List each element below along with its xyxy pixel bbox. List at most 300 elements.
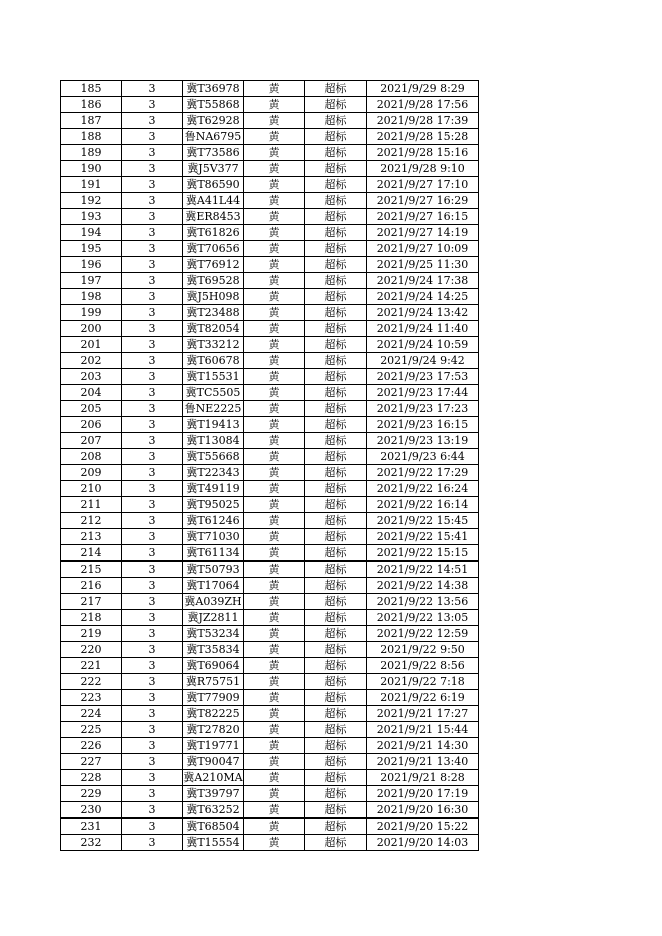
plate-color-cell: 黄	[244, 113, 305, 129]
row-number-cell: 201	[61, 337, 122, 353]
row-number-cell: 218	[61, 610, 122, 626]
plate-color-cell: 黄	[244, 465, 305, 481]
plate-color-cell: 黄	[244, 225, 305, 241]
table-row	[61, 129, 479, 145]
plate-number-cell: 冀T69064	[183, 658, 244, 674]
table-row	[61, 289, 479, 305]
plate-color-cell: 黄	[244, 401, 305, 417]
plate-number-cell: 冀T36978	[183, 81, 244, 97]
plate-color-cell: 黄	[244, 770, 305, 786]
table-row	[61, 401, 479, 417]
plate-color-cell: 黄	[244, 626, 305, 642]
row-number-cell: 211	[61, 497, 122, 513]
status-cell: 超标	[305, 786, 367, 802]
status-cell: 超标	[305, 209, 367, 225]
table-row	[61, 497, 479, 513]
table-row	[61, 529, 479, 545]
row-number-cell: 200	[61, 321, 122, 337]
status-cell: 超标	[305, 722, 367, 738]
table-row	[61, 658, 479, 674]
plate-color-cell: 黄	[244, 145, 305, 161]
row-number-cell: 205	[61, 401, 122, 417]
plate-number-cell: 冀ER8453	[183, 209, 244, 225]
count-cell: 3	[122, 257, 183, 273]
table-row	[61, 321, 479, 337]
plate-number-cell: 冀T77909	[183, 690, 244, 706]
plate-number-cell: 冀T55668	[183, 449, 244, 465]
row-number-cell: 222	[61, 674, 122, 690]
datetime-cell: 2021/9/23 17:44	[367, 385, 479, 401]
count-cell: 3	[122, 289, 183, 305]
table-row	[61, 193, 479, 209]
table-row	[61, 465, 479, 481]
table-row	[61, 257, 479, 273]
table-row	[61, 674, 479, 690]
plate-number-cell: 冀T73586	[183, 145, 244, 161]
status-cell: 超标	[305, 690, 367, 706]
count-cell: 3	[122, 497, 183, 513]
count-cell: 3	[122, 802, 183, 819]
status-cell: 超标	[305, 321, 367, 337]
datetime-cell: 2021/9/20 15:22	[367, 818, 479, 835]
table-row	[61, 818, 479, 835]
row-number-cell: 199	[61, 305, 122, 321]
plate-color-cell: 黄	[244, 690, 305, 706]
row-number-cell: 208	[61, 449, 122, 465]
datetime-cell: 2021/9/29 8:29	[367, 81, 479, 97]
datetime-cell: 2021/9/23 17:53	[367, 369, 479, 385]
table-row	[61, 369, 479, 385]
table-row	[61, 738, 479, 754]
plate-color-cell: 黄	[244, 835, 305, 851]
plate-color-cell: 黄	[244, 353, 305, 369]
count-cell: 3	[122, 97, 183, 113]
plate-number-cell: 冀T60678	[183, 353, 244, 369]
status-cell: 超标	[305, 674, 367, 690]
status-cell: 超标	[305, 513, 367, 529]
table-row	[61, 241, 479, 257]
count-cell: 3	[122, 225, 183, 241]
plate-color-cell: 黄	[244, 193, 305, 209]
status-cell: 超标	[305, 241, 367, 257]
status-cell: 超标	[305, 658, 367, 674]
plate-number-cell: 冀T27820	[183, 722, 244, 738]
table-row	[61, 449, 479, 465]
plate-color-cell: 黄	[244, 497, 305, 513]
table-row	[61, 113, 479, 129]
plate-number-cell: 冀T76912	[183, 257, 244, 273]
count-cell: 3	[122, 561, 183, 578]
plate-color-cell: 黄	[244, 481, 305, 497]
status-cell: 超标	[305, 449, 367, 465]
plate-number-cell: 冀T82225	[183, 706, 244, 722]
row-number-cell: 197	[61, 273, 122, 289]
datetime-cell: 2021/9/23 6:44	[367, 449, 479, 465]
datetime-cell: 2021/9/22 7:18	[367, 674, 479, 690]
status-cell: 超标	[305, 497, 367, 513]
datetime-cell: 2021/9/21 8:28	[367, 770, 479, 786]
status-cell: 超标	[305, 561, 367, 578]
table-row	[61, 337, 479, 353]
table-row	[61, 385, 479, 401]
table-row	[61, 578, 479, 594]
status-cell: 超标	[305, 433, 367, 449]
row-number-cell: 212	[61, 513, 122, 529]
status-cell: 超标	[305, 161, 367, 177]
table-row	[61, 754, 479, 770]
plate-number-cell: 冀T33212	[183, 337, 244, 353]
row-number-cell: 219	[61, 626, 122, 642]
datetime-cell: 2021/9/27 10:09	[367, 241, 479, 257]
row-number-cell: 202	[61, 353, 122, 369]
plate-number-cell: 冀T71030	[183, 529, 244, 545]
count-cell: 3	[122, 449, 183, 465]
row-number-cell: 193	[61, 209, 122, 225]
plate-number-cell: 冀T39797	[183, 786, 244, 802]
datetime-cell: 2021/9/22 15:45	[367, 513, 479, 529]
status-cell: 超标	[305, 81, 367, 97]
count-cell: 3	[122, 177, 183, 193]
table-row	[61, 610, 479, 626]
table-row	[61, 305, 479, 321]
table-row	[61, 786, 479, 802]
plate-color-cell: 黄	[244, 241, 305, 257]
plate-color-cell: 黄	[244, 610, 305, 626]
count-cell: 3	[122, 81, 183, 97]
table-row	[61, 145, 479, 161]
row-number-cell: 194	[61, 225, 122, 241]
count-cell: 3	[122, 113, 183, 129]
plate-number-cell: 冀T53234	[183, 626, 244, 642]
plate-color-cell: 黄	[244, 545, 305, 562]
plate-number-cell: 冀T68504	[183, 818, 244, 835]
plate-number-cell: 冀T15531	[183, 369, 244, 385]
data-table	[60, 80, 479, 851]
plate-number-cell: 冀TC5505	[183, 385, 244, 401]
row-number-cell: 229	[61, 786, 122, 802]
datetime-cell: 2021/9/27 17:10	[367, 177, 479, 193]
datetime-cell: 2021/9/22 16:24	[367, 481, 479, 497]
datetime-cell: 2021/9/22 17:29	[367, 465, 479, 481]
plate-color-cell: 黄	[244, 81, 305, 97]
table-row	[61, 513, 479, 529]
table-row	[61, 770, 479, 786]
count-cell: 3	[122, 209, 183, 225]
count-cell: 3	[122, 321, 183, 337]
row-number-cell: 221	[61, 658, 122, 674]
datetime-cell: 2021/9/24 9:42	[367, 353, 479, 369]
plate-color-cell: 黄	[244, 129, 305, 145]
plate-number-cell: 冀T49119	[183, 481, 244, 497]
status-cell: 超标	[305, 369, 367, 385]
status-cell: 超标	[305, 545, 367, 562]
plate-number-cell: 冀J5H098	[183, 289, 244, 305]
count-cell: 3	[122, 770, 183, 786]
plate-number-cell: 冀T86590	[183, 177, 244, 193]
status-cell: 超标	[305, 610, 367, 626]
datetime-cell: 2021/9/25 11:30	[367, 257, 479, 273]
datetime-cell: 2021/9/22 15:41	[367, 529, 479, 545]
datetime-cell: 2021/9/22 8:56	[367, 658, 479, 674]
datetime-cell: 2021/9/27 14:19	[367, 225, 479, 241]
plate-number-cell: 冀T62928	[183, 113, 244, 129]
plate-color-cell: 黄	[244, 818, 305, 835]
row-number-cell: 196	[61, 257, 122, 273]
status-cell: 超标	[305, 802, 367, 819]
count-cell: 3	[122, 738, 183, 754]
plate-number-cell: 冀T22343	[183, 465, 244, 481]
count-cell: 3	[122, 529, 183, 545]
table-row	[61, 353, 479, 369]
status-cell: 超标	[305, 770, 367, 786]
row-number-cell: 213	[61, 529, 122, 545]
count-cell: 3	[122, 706, 183, 722]
count-cell: 3	[122, 642, 183, 658]
table-row	[61, 177, 479, 193]
plate-number-cell: 冀T95025	[183, 497, 244, 513]
table-row	[61, 97, 479, 113]
table-row	[61, 209, 479, 225]
count-cell: 3	[122, 754, 183, 770]
plate-number-cell: 冀T19413	[183, 417, 244, 433]
datetime-cell: 2021/9/22 6:19	[367, 690, 479, 706]
row-number-cell: 227	[61, 754, 122, 770]
count-cell: 3	[122, 465, 183, 481]
count-cell: 3	[122, 337, 183, 353]
count-cell: 3	[122, 273, 183, 289]
count-cell: 3	[122, 513, 183, 529]
datetime-cell: 2021/9/22 14:38	[367, 578, 479, 594]
status-cell: 超标	[305, 113, 367, 129]
plate-color-cell: 黄	[244, 369, 305, 385]
table-row	[61, 626, 479, 642]
datetime-cell: 2021/9/21 13:40	[367, 754, 479, 770]
datetime-cell: 2021/9/28 17:39	[367, 113, 479, 129]
plate-color-cell: 黄	[244, 161, 305, 177]
table-row	[61, 561, 479, 578]
plate-color-cell: 黄	[244, 417, 305, 433]
datetime-cell: 2021/9/20 14:03	[367, 835, 479, 851]
plate-number-cell: 冀T19771	[183, 738, 244, 754]
row-number-cell: 228	[61, 770, 122, 786]
row-number-cell: 226	[61, 738, 122, 754]
table-row	[61, 690, 479, 706]
datetime-cell: 2021/9/23 16:15	[367, 417, 479, 433]
plate-color-cell: 黄	[244, 786, 305, 802]
table-row	[61, 81, 479, 97]
plate-number-cell: 冀T35834	[183, 642, 244, 658]
row-number-cell: 192	[61, 193, 122, 209]
plate-number-cell: 鲁NA6795	[183, 129, 244, 145]
table-row	[61, 481, 479, 497]
plate-number-cell: 冀T17064	[183, 578, 244, 594]
row-number-cell: 188	[61, 129, 122, 145]
datetime-cell: 2021/9/28 17:56	[367, 97, 479, 113]
row-number-cell: 210	[61, 481, 122, 497]
plate-color-cell: 黄	[244, 754, 305, 770]
status-cell: 超标	[305, 642, 367, 658]
table-row	[61, 225, 479, 241]
status-cell: 超标	[305, 401, 367, 417]
plate-number-cell: 冀JZ2811	[183, 610, 244, 626]
table-row	[61, 433, 479, 449]
status-cell: 超标	[305, 754, 367, 770]
count-cell: 3	[122, 674, 183, 690]
status-cell: 超标	[305, 465, 367, 481]
row-number-cell: 203	[61, 369, 122, 385]
plate-color-cell: 黄	[244, 642, 305, 658]
plate-number-cell: 冀R75751	[183, 674, 244, 690]
count-cell: 3	[122, 786, 183, 802]
count-cell: 3	[122, 594, 183, 610]
plate-number-cell: 鲁NE2225	[183, 401, 244, 417]
count-cell: 3	[122, 129, 183, 145]
count-cell: 3	[122, 626, 183, 642]
table-row	[61, 722, 479, 738]
plate-color-cell: 黄	[244, 257, 305, 273]
row-number-cell: 207	[61, 433, 122, 449]
plate-color-cell: 黄	[244, 674, 305, 690]
count-cell: 3	[122, 305, 183, 321]
plate-color-cell: 黄	[244, 722, 305, 738]
plate-number-cell: 冀T63252	[183, 802, 244, 819]
plate-color-cell: 黄	[244, 177, 305, 193]
plate-number-cell: 冀T70656	[183, 241, 244, 257]
plate-number-cell: 冀A210MA	[183, 771, 243, 784]
status-cell: 超标	[305, 578, 367, 594]
datetime-cell: 2021/9/24 10:59	[367, 337, 479, 353]
count-cell: 3	[122, 481, 183, 497]
plate-number-cell: 冀T61826	[183, 225, 244, 241]
status-cell: 超标	[305, 353, 367, 369]
status-cell: 超标	[305, 706, 367, 722]
row-number-cell: 224	[61, 706, 122, 722]
datetime-cell: 2021/9/22 13:56	[367, 594, 479, 610]
plate-number-cell: 冀T61134	[183, 545, 244, 562]
table-row	[61, 417, 479, 433]
status-cell: 超标	[305, 337, 367, 353]
datetime-cell: 2021/9/24 14:25	[367, 289, 479, 305]
status-cell: 超标	[305, 257, 367, 273]
status-cell: 超标	[305, 481, 367, 497]
status-cell: 超标	[305, 193, 367, 209]
plate-number-cell: 冀T69528	[183, 273, 244, 289]
row-number-cell: 185	[61, 81, 122, 97]
status-cell: 超标	[305, 417, 367, 433]
row-number-cell: 204	[61, 385, 122, 401]
plate-color-cell: 黄	[244, 433, 305, 449]
plate-number-cell: 冀T55868	[183, 97, 244, 113]
status-cell: 超标	[305, 145, 367, 161]
datetime-cell: 2021/9/27 16:15	[367, 209, 479, 225]
plate-color-cell: 黄	[244, 706, 305, 722]
row-number-cell: 231	[61, 818, 122, 835]
datetime-cell: 2021/9/24 17:38	[367, 273, 479, 289]
datetime-cell: 2021/9/22 15:15	[367, 545, 479, 562]
row-number-cell: 216	[61, 578, 122, 594]
row-number-cell: 215	[61, 561, 122, 578]
datetime-cell: 2021/9/22 9:50	[367, 642, 479, 658]
datetime-cell: 2021/9/27 16:29	[367, 193, 479, 209]
plate-number-cell: 冀T90047	[183, 754, 244, 770]
datetime-cell: 2021/9/21 14:30	[367, 738, 479, 754]
count-cell: 3	[122, 578, 183, 594]
status-cell: 超标	[305, 129, 367, 145]
plate-color-cell: 黄	[244, 802, 305, 819]
datetime-cell: 2021/9/22 14:51	[367, 561, 479, 578]
status-cell: 超标	[305, 594, 367, 610]
datetime-cell: 2021/9/21 17:27	[367, 706, 479, 722]
count-cell: 3	[122, 835, 183, 851]
count-cell: 3	[122, 545, 183, 562]
count-cell: 3	[122, 658, 183, 674]
plate-number-cell: 冀T13084	[183, 433, 244, 449]
table-row	[61, 802, 479, 819]
count-cell: 3	[122, 193, 183, 209]
datetime-cell: 2021/9/23 17:23	[367, 401, 479, 417]
plate-color-cell: 黄	[244, 273, 305, 289]
plate-color-cell: 黄	[244, 449, 305, 465]
count-cell: 3	[122, 161, 183, 177]
status-cell: 超标	[305, 305, 367, 321]
row-number-cell: 206	[61, 417, 122, 433]
table-row	[61, 161, 479, 177]
plate-color-cell: 黄	[244, 738, 305, 754]
datetime-cell: 2021/9/28 15:28	[367, 129, 479, 145]
datetime-cell: 2021/9/22 16:14	[367, 497, 479, 513]
datetime-cell: 2021/9/24 13:42	[367, 305, 479, 321]
row-number-cell: 223	[61, 690, 122, 706]
status-cell: 超标	[305, 177, 367, 193]
row-number-cell: 225	[61, 722, 122, 738]
datetime-cell: 2021/9/23 13:19	[367, 433, 479, 449]
plate-color-cell: 黄	[244, 305, 305, 321]
plate-color-cell: 黄	[244, 289, 305, 305]
row-number-cell: 198	[61, 289, 122, 305]
count-cell: 3	[122, 385, 183, 401]
count-cell: 3	[122, 369, 183, 385]
row-number-cell: 209	[61, 465, 122, 481]
plate-color-cell: 黄	[244, 578, 305, 594]
datetime-cell: 2021/9/22 13:05	[367, 610, 479, 626]
table-row	[61, 594, 479, 610]
status-cell: 超标	[305, 273, 367, 289]
count-cell: 3	[122, 722, 183, 738]
plate-color-cell: 黄	[244, 385, 305, 401]
count-cell: 3	[122, 610, 183, 626]
plate-color-cell: 黄	[244, 529, 305, 545]
status-cell: 超标	[305, 738, 367, 754]
count-cell: 3	[122, 433, 183, 449]
plate-color-cell: 黄	[244, 513, 305, 529]
status-cell: 超标	[305, 529, 367, 545]
plate-number-cell: 冀A41L44	[183, 193, 244, 209]
status-cell: 超标	[305, 385, 367, 401]
plate-number-cell: 冀J5V377	[183, 161, 244, 177]
status-cell: 超标	[305, 225, 367, 241]
datetime-cell: 2021/9/24 11:40	[367, 321, 479, 337]
plate-number-cell: 冀T61246	[183, 513, 244, 529]
row-number-cell: 187	[61, 113, 122, 129]
plate-color-cell: 黄	[244, 321, 305, 337]
plate-color-cell: 黄	[244, 658, 305, 674]
row-number-cell: 230	[61, 802, 122, 819]
row-number-cell: 195	[61, 241, 122, 257]
plate-color-cell: 黄	[244, 561, 305, 578]
plate-number-cell: 冀T82054	[183, 321, 244, 337]
count-cell: 3	[122, 401, 183, 417]
plate-number-cell: 冀T15554	[183, 835, 244, 851]
